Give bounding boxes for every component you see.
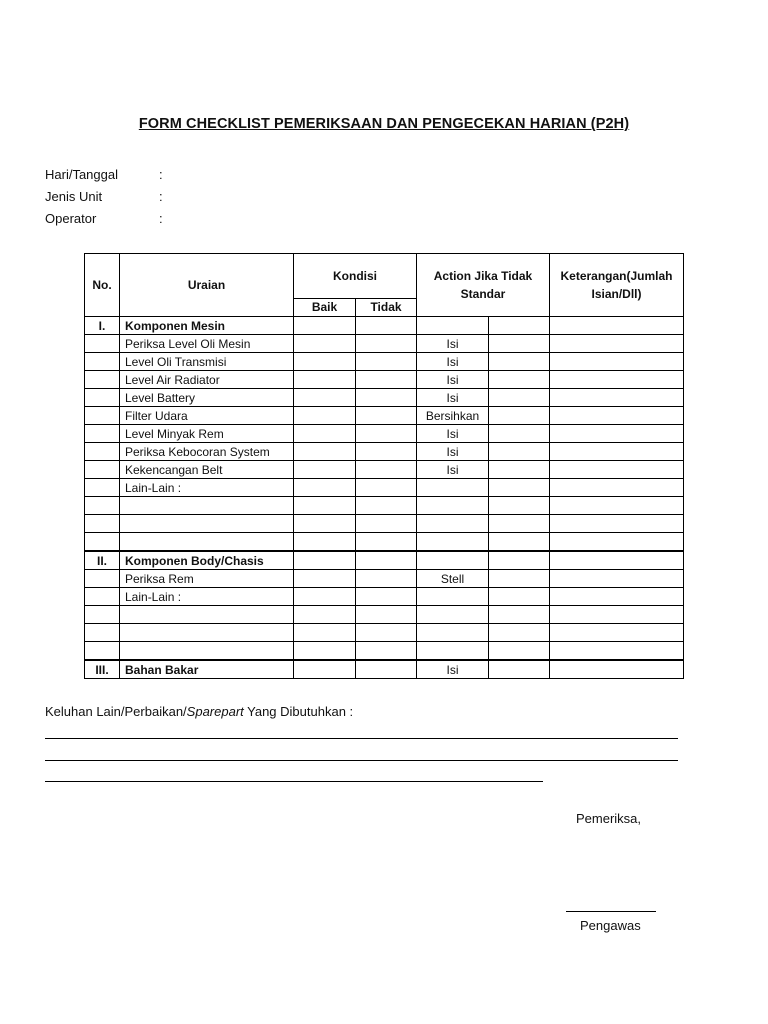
cell-action-extra xyxy=(489,479,550,497)
cell-tidak xyxy=(356,425,417,443)
cell-keterangan xyxy=(550,624,684,642)
table-row xyxy=(85,497,684,515)
cell-baik xyxy=(294,497,356,515)
cell-action-extra xyxy=(489,515,550,533)
pengawas-label: Pengawas xyxy=(580,918,641,933)
cell-no xyxy=(85,570,120,588)
cell-baik xyxy=(294,371,356,389)
info-jenis-unit xyxy=(45,189,163,204)
cell-action: Isi xyxy=(417,353,489,371)
keluhan-italic: Sparepart xyxy=(186,704,244,719)
section-row xyxy=(85,660,684,679)
cell-action xyxy=(417,588,489,606)
cell-tidak xyxy=(356,588,417,606)
cell-tidak xyxy=(356,371,417,389)
cell-no xyxy=(85,533,120,552)
header-baik: Baik xyxy=(294,299,356,317)
cell-action: Isi xyxy=(417,425,489,443)
cell-no: II. xyxy=(85,551,120,570)
cell-action-extra xyxy=(489,642,550,661)
cell-uraian xyxy=(120,515,294,533)
cell-no: III. xyxy=(85,660,120,679)
cell-no xyxy=(85,353,120,371)
cell-action: Stell xyxy=(417,570,489,588)
cell-action-extra xyxy=(489,606,550,624)
cell-baik xyxy=(294,533,356,552)
keluhan-line xyxy=(45,760,678,761)
cell-keterangan xyxy=(550,389,684,407)
cell-keterangan xyxy=(550,642,684,661)
signature-line xyxy=(566,911,656,912)
keluhan-line xyxy=(45,738,678,739)
cell-no xyxy=(85,588,120,606)
cell-no xyxy=(85,425,120,443)
table-row xyxy=(85,606,684,624)
cell-keterangan xyxy=(550,371,684,389)
table-row xyxy=(85,353,684,371)
header-kondisi: Kondisi xyxy=(294,254,417,299)
cell-tidak xyxy=(356,606,417,624)
table-row xyxy=(85,533,684,552)
cell-action xyxy=(417,515,489,533)
cell-baik xyxy=(294,570,356,588)
table-row xyxy=(85,624,684,642)
cell-tidak xyxy=(356,479,417,497)
cell-keterangan xyxy=(550,443,684,461)
cell-uraian: Periksa Rem xyxy=(120,570,294,588)
cell-action xyxy=(417,479,489,497)
cell-no xyxy=(85,606,120,624)
table-row xyxy=(85,515,684,533)
cell-uraian: Periksa Level Oli Mesin xyxy=(120,335,294,353)
header-action: Action Jika Tidak Standar xyxy=(417,254,550,317)
table-row xyxy=(85,443,684,461)
info-operator xyxy=(45,211,163,226)
cell-action-extra xyxy=(489,335,550,353)
cell-baik xyxy=(294,389,356,407)
table-row xyxy=(85,335,684,353)
cell-keterangan xyxy=(550,425,684,443)
cell-action-extra xyxy=(489,497,550,515)
cell-uraian xyxy=(120,624,294,642)
table-row xyxy=(85,588,684,606)
cell-action-extra xyxy=(489,317,550,335)
cell-uraian: Bahan Bakar xyxy=(120,660,294,679)
cell-action xyxy=(417,624,489,642)
cell-uraian xyxy=(120,642,294,661)
cell-action xyxy=(417,642,489,661)
cell-keterangan xyxy=(550,551,684,570)
cell-action-extra xyxy=(489,443,550,461)
cell-action: Isi xyxy=(417,335,489,353)
cell-no xyxy=(85,407,120,425)
cell-tidak xyxy=(356,624,417,642)
cell-baik xyxy=(294,407,356,425)
cell-tidak xyxy=(356,515,417,533)
header-no: No. xyxy=(85,254,120,317)
info-separator: : xyxy=(159,211,163,226)
cell-uraian xyxy=(120,533,294,552)
form-title: FORM CHECKLIST PEMERIKSAAN DAN PENGECEKAN HARIAN (P2H) xyxy=(138,116,630,132)
cell-keterangan xyxy=(550,479,684,497)
cell-baik xyxy=(294,317,356,335)
table-row xyxy=(85,389,684,407)
pemeriksa-label: Pemeriksa, xyxy=(576,811,642,826)
cell-baik xyxy=(294,624,356,642)
cell-baik xyxy=(294,606,356,624)
table-row xyxy=(85,642,684,661)
cell-action xyxy=(417,317,489,335)
cell-uraian: Periksa Kebocoran System xyxy=(120,443,294,461)
cell-no xyxy=(85,624,120,642)
cell-no xyxy=(85,461,120,479)
cell-tidak xyxy=(356,443,417,461)
cell-uraian: Level Minyak Rem xyxy=(120,425,294,443)
cell-action-extra xyxy=(489,660,550,679)
cell-uraian xyxy=(120,606,294,624)
cell-tidak xyxy=(356,407,417,425)
cell-uraian: Lain-Lain : xyxy=(120,588,294,606)
cell-baik xyxy=(294,353,356,371)
cell-uraian: Lain-Lain : xyxy=(120,479,294,497)
section-row xyxy=(85,317,684,335)
cell-action: Isi xyxy=(417,371,489,389)
keluhan-label xyxy=(45,704,353,719)
cell-action-extra xyxy=(489,588,550,606)
info-separator: : xyxy=(159,167,163,182)
cell-baik xyxy=(294,660,356,679)
table-row xyxy=(85,425,684,443)
cell-keterangan xyxy=(550,570,684,588)
table-row xyxy=(85,479,684,497)
checklist-table xyxy=(84,253,684,679)
cell-tidak xyxy=(356,335,417,353)
cell-keterangan xyxy=(550,407,684,425)
cell-action-extra xyxy=(489,371,550,389)
cell-action: Bersihkan xyxy=(417,407,489,425)
cell-baik xyxy=(294,443,356,461)
cell-no xyxy=(85,642,120,661)
cell-tidak xyxy=(356,660,417,679)
section-row xyxy=(85,551,684,570)
cell-baik xyxy=(294,335,356,353)
cell-tidak xyxy=(356,497,417,515)
cell-keterangan xyxy=(550,515,684,533)
header-tidak: Tidak xyxy=(356,299,417,317)
cell-action-extra xyxy=(489,353,550,371)
table-row xyxy=(85,461,684,479)
cell-uraian: Komponen Mesin xyxy=(120,317,294,335)
cell-action: Isi xyxy=(417,461,489,479)
cell-no xyxy=(85,497,120,515)
cell-no: I. xyxy=(85,317,120,335)
cell-action-extra xyxy=(489,425,550,443)
cell-keterangan xyxy=(550,588,684,606)
keluhan-suffix: Yang Dibutuhkan : xyxy=(243,704,354,719)
cell-action-extra xyxy=(489,624,550,642)
cell-baik xyxy=(294,642,356,661)
cell-no xyxy=(85,479,120,497)
cell-action-extra xyxy=(489,533,550,552)
cell-uraian: Level Battery xyxy=(120,389,294,407)
cell-keterangan xyxy=(550,335,684,353)
table-row xyxy=(85,570,684,588)
cell-uraian: Kekencangan Belt xyxy=(120,461,294,479)
cell-action-extra xyxy=(489,461,550,479)
cell-action xyxy=(417,606,489,624)
cell-tidak xyxy=(356,389,417,407)
cell-action: Isi xyxy=(417,389,489,407)
cell-no xyxy=(85,389,120,407)
cell-baik xyxy=(294,479,356,497)
info-label: Jenis Unit xyxy=(45,189,103,204)
table-row xyxy=(85,371,684,389)
cell-baik xyxy=(294,551,356,570)
cell-keterangan xyxy=(550,533,684,552)
header-uraian: Uraian xyxy=(120,254,294,317)
header-keterangan: Keterangan(Jumlah Isian/Dll) xyxy=(550,254,684,317)
cell-action xyxy=(417,533,489,552)
cell-baik xyxy=(294,515,356,533)
cell-uraian: Level Air Radiator xyxy=(120,371,294,389)
keluhan-prefix: Keluhan Lain/Perbaikan/ xyxy=(45,704,187,719)
cell-tidak xyxy=(356,642,417,661)
cell-tidak xyxy=(356,570,417,588)
cell-baik xyxy=(294,425,356,443)
cell-no xyxy=(85,515,120,533)
table-row xyxy=(85,407,684,425)
info-label: Hari/Tanggal xyxy=(45,167,118,182)
cell-no xyxy=(85,371,120,389)
cell-keterangan xyxy=(550,497,684,515)
cell-uraian: Level Oli Transmisi xyxy=(120,353,294,371)
cell-action-extra xyxy=(489,389,550,407)
cell-uraian xyxy=(120,497,294,515)
cell-keterangan xyxy=(550,606,684,624)
keluhan-line xyxy=(45,781,543,782)
info-hari-tanggal xyxy=(45,167,163,182)
cell-keterangan xyxy=(550,317,684,335)
info-label: Operator xyxy=(45,211,97,226)
cell-tidak xyxy=(356,461,417,479)
info-separator: : xyxy=(159,189,163,204)
cell-tidak xyxy=(356,533,417,552)
cell-tidak xyxy=(356,317,417,335)
cell-tidak xyxy=(356,353,417,371)
cell-baik xyxy=(294,461,356,479)
cell-uraian: Filter Udara xyxy=(120,407,294,425)
cell-keterangan xyxy=(550,461,684,479)
cell-no xyxy=(85,443,120,461)
cell-action-extra xyxy=(489,570,550,588)
cell-action-extra xyxy=(489,551,550,570)
cell-keterangan xyxy=(550,353,684,371)
cell-no xyxy=(85,335,120,353)
cell-uraian: Komponen Body/Chasis xyxy=(120,551,294,570)
cell-keterangan xyxy=(550,660,684,679)
cell-action: Isi xyxy=(417,660,489,679)
cell-action xyxy=(417,551,489,570)
cell-action xyxy=(417,497,489,515)
cell-action: Isi xyxy=(417,443,489,461)
cell-action-extra xyxy=(489,407,550,425)
cell-tidak xyxy=(356,551,417,570)
cell-baik xyxy=(294,588,356,606)
